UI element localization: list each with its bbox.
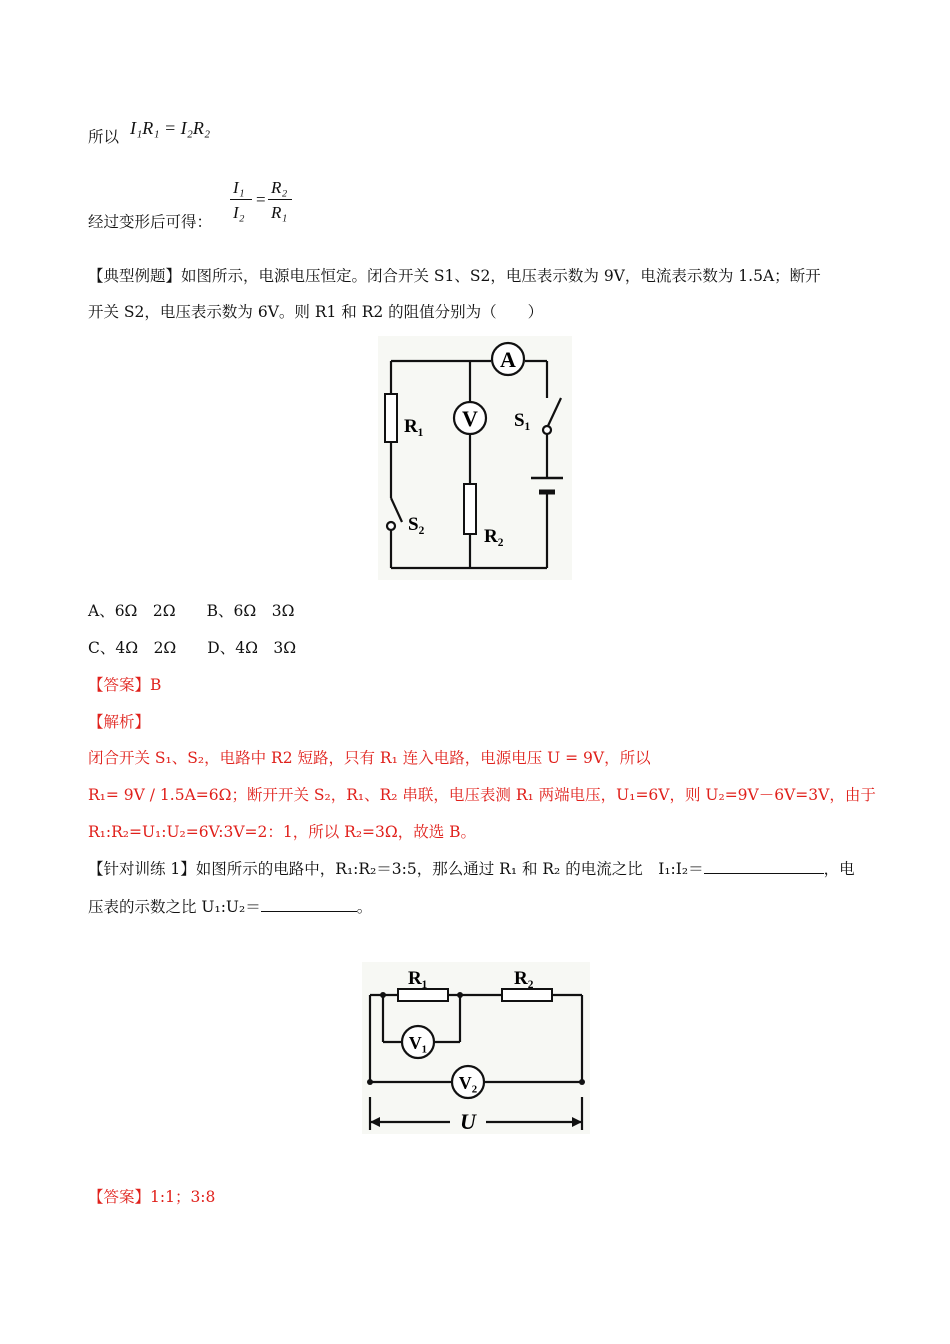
switch-s2-label: S₂	[408, 514, 425, 535]
voltmeter-symbol	[454, 402, 486, 434]
voltmeter-v1-label: V₁	[408, 1033, 428, 1053]
circuit-diagram-2	[362, 962, 590, 1134]
formula-2-prefix: 经过变形后可得：	[88, 213, 213, 231]
resistor-r2-symbol	[464, 484, 476, 534]
voltmeter-v2-label: V₂	[458, 1073, 478, 1093]
fraction-left-denominator: I₂	[233, 203, 245, 222]
fraction-right-numerator: R₂	[271, 178, 288, 197]
option-line-cd: C、4Ω 2Ω D、4Ω 3Ω	[88, 639, 297, 657]
voltmeter-label: V	[462, 406, 478, 431]
training-question-line-2	[88, 897, 372, 917]
resistor-r2-label: R₂	[514, 968, 534, 989]
fraction-right-denominator: R₁	[271, 203, 288, 222]
resistor-r2-symbol	[502, 989, 552, 1001]
voltmeter-v2-symbol	[452, 1066, 484, 1098]
training-answer: 【答案】1:1；3:8	[88, 1188, 216, 1206]
answer-blank-1[interactable]	[704, 873, 824, 874]
resistor-r1-symbol	[398, 989, 448, 1001]
fraction-left-bar	[230, 199, 252, 200]
resistor-r1-label: R₁	[408, 968, 428, 989]
example-question-line-2: 开关 S2，电压表示数为 6V。则 R1 和 R2 的阻值分别为（ ）	[88, 303, 544, 321]
switch-s1-label: S₁	[514, 410, 531, 431]
fraction-right-bar	[268, 199, 292, 200]
voltmeter-v1-symbol	[402, 1026, 434, 1058]
resistor-r1-label: R₁	[404, 416, 424, 437]
training-question-line-1	[88, 859, 855, 879]
example-question-line-1: 【典型例题】如图所示，电源电压恒定。闭合开关 S1、S2，电压表示数为 9V，电流表示数为 1.5A；断开	[88, 267, 821, 285]
formula-1-prefix: 所以	[88, 128, 120, 146]
analysis-line-1: 闭合开关 S₁、S₂，电路中 R2 短路，只有 R₁ 连入电路，电源电压 U = 9V，所以	[88, 749, 651, 767]
training-line-2-tail: 。	[356, 898, 373, 916]
option-line-ab: A、6Ω 2Ω B、6Ω 3Ω	[88, 602, 295, 620]
training-line-1-tail: ，电	[823, 860, 855, 878]
formula-1-expression: I₁R₁ = I₂R₂	[130, 118, 211, 138]
fraction-equals: =	[256, 190, 266, 209]
fraction-left-numerator: I₁	[233, 178, 245, 197]
resistor-r2-label: R₂	[484, 526, 504, 547]
resistor-r1-symbol	[385, 394, 397, 442]
analysis-title: 【解析】	[88, 713, 151, 731]
answer-blank-2[interactable]	[261, 911, 357, 912]
circuit-diagram-1	[378, 336, 572, 580]
training-line-1-text: 【针对训练 1】如图所示的电路中，R₁:R₂＝3:5，那么通过 R₁ 和 R₂ 的电流之比 I₁:I₂＝	[88, 860, 704, 878]
example-answer: 【答案】B	[88, 676, 162, 694]
ammeter-symbol	[492, 343, 524, 375]
voltage-u-label: U	[460, 1109, 476, 1134]
analysis-line-2: R₁= 9V / 1.5A=6Ω；断开开关 S₂，R₁、R₂ 串联，电压表测 R₁ 两端电压，U₁=6V，则 U₂=9V－6V=3V，由于	[88, 786, 876, 804]
analysis-line-3: R₁:R₂=U₁:U₂=6V:3V=2：1，所以 R₂=3Ω，故选 B。	[88, 823, 477, 841]
ammeter-label: A	[500, 347, 516, 372]
training-line-2-text: 压表的示数之比 U₁:U₂＝	[88, 898, 261, 916]
